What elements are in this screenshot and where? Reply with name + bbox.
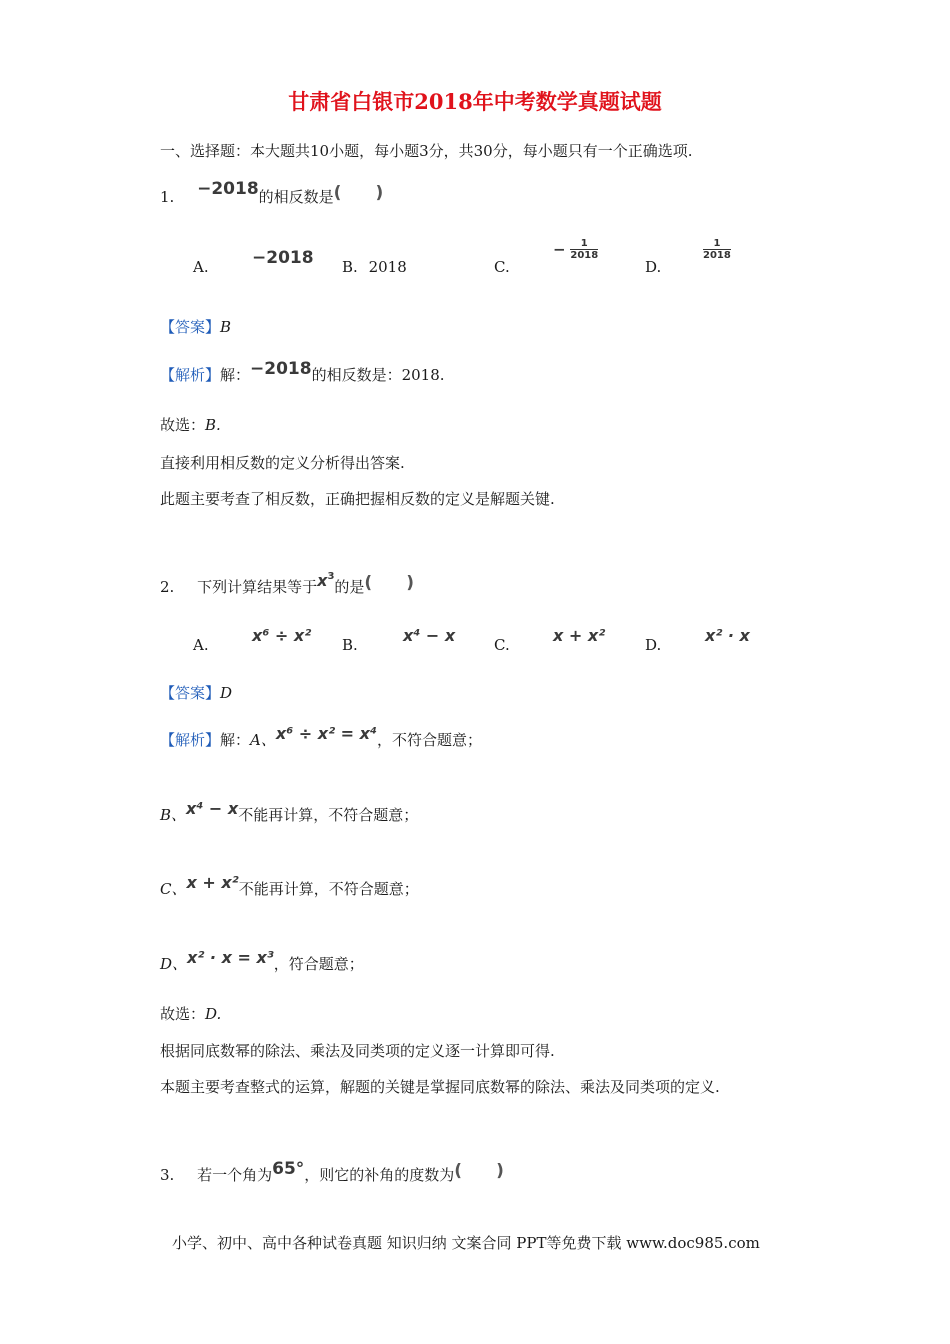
analysis-prefix: 解： xyxy=(220,366,251,384)
option-b-value: 2018 xyxy=(368,258,407,276)
analysis-line-d xyxy=(160,948,364,974)
question-number: 1. xyxy=(160,188,175,206)
math-expression: x⁶ ÷ x² = x⁴ xyxy=(275,724,377,743)
note-line: 根据同底数幂的除法、乘法及同类项的定义逐一计算即可得. xyxy=(160,1042,555,1060)
analysis-text: ，不符合题意； xyxy=(376,731,482,749)
fraction xyxy=(570,238,598,261)
question-1 xyxy=(160,179,384,207)
denominator: 2018 xyxy=(703,250,731,261)
answer-tag: 【答案】 xyxy=(160,684,221,702)
numerator: 1 xyxy=(703,238,731,250)
math-exponent: 3 xyxy=(327,571,335,582)
option-c xyxy=(494,258,510,276)
option-d-value: x² · x xyxy=(705,626,750,645)
question-number: 2. xyxy=(160,578,175,596)
analysis-tag: 【解析】 xyxy=(160,366,221,384)
answer-line xyxy=(160,682,232,703)
minus-sign: − xyxy=(553,240,566,259)
option-d-value xyxy=(703,238,731,261)
math-expression: −2018 xyxy=(197,179,259,199)
option-d: D. xyxy=(645,636,662,654)
analysis-text: 不能再计算，不符合题意； xyxy=(238,806,419,824)
line-label: D、 xyxy=(160,955,188,973)
choose-value: B. xyxy=(205,416,221,434)
answer-line xyxy=(160,316,231,337)
analysis-line-b xyxy=(160,799,419,825)
analysis-prefix: 解： xyxy=(220,731,251,749)
option-label: B. xyxy=(342,258,358,276)
question-number: 3. xyxy=(160,1166,175,1184)
option-label: D. xyxy=(645,258,662,276)
analysis-text: 的相反数是：2018. xyxy=(311,366,445,384)
choose-label: 故选： xyxy=(160,1005,206,1023)
answer-value: D xyxy=(220,684,233,702)
option-b xyxy=(342,258,407,276)
math-base: x xyxy=(317,571,328,590)
note-line: 此题主要考查了相反数，正确把握相反数的定义是解题关键. xyxy=(160,490,555,508)
analysis-text: ，符合题意； xyxy=(273,955,364,973)
question-text: 若一个角为 xyxy=(197,1166,273,1184)
answer-parentheses: ( ) xyxy=(364,573,414,593)
math-expression: x² · x = x³ xyxy=(187,948,274,967)
analysis-line-c xyxy=(160,873,419,899)
option-c-value: x + x² xyxy=(553,626,606,645)
question-text: 的相反数是 xyxy=(258,188,334,206)
numerator: 1 xyxy=(570,238,598,250)
note-line: 直接利用相反数的定义分析得出答案. xyxy=(160,454,405,472)
option-label: C. xyxy=(494,258,510,276)
option-c-value xyxy=(553,238,598,261)
analysis-text: 不能再计算，不符合题意； xyxy=(238,880,419,898)
fraction xyxy=(703,238,731,261)
denominator: 2018 xyxy=(570,250,599,261)
answer-tag: 【答案】 xyxy=(160,318,221,336)
math-expression: −2018 xyxy=(250,359,312,379)
choose-value: D. xyxy=(205,1005,222,1023)
note-line: 本题主要考查整式的运算，解题的关键是掌握同底数幂的除法、乘法及同类项的定义. xyxy=(160,1078,720,1096)
option-b-value: x⁴ − x xyxy=(403,626,456,645)
analysis-line xyxy=(160,359,445,385)
option-b: B. xyxy=(342,636,358,654)
answer-value: B xyxy=(220,318,232,336)
line-label: B、 xyxy=(160,806,187,824)
choose-line xyxy=(160,414,221,435)
question-text: 的是 xyxy=(334,578,365,596)
option-a-value: x⁶ ÷ x² xyxy=(252,626,312,645)
footer-text: 小学、初中、高中各种试卷真题 知识归纳 文案合同 PPT等免费下载 www.doc985.com xyxy=(172,1234,760,1252)
option-a xyxy=(193,258,209,276)
option-a: A. xyxy=(193,636,209,654)
answer-parentheses: ( ) xyxy=(333,183,384,203)
option-a-value: −2018 xyxy=(252,248,314,268)
option-c: C. xyxy=(494,636,510,654)
math-expression: x + x² xyxy=(186,873,239,892)
line-label: A、 xyxy=(250,731,276,749)
question-2 xyxy=(160,571,414,597)
option-label: A. xyxy=(193,258,209,276)
question-text: 下列计算结果等于 xyxy=(197,578,318,596)
analysis-tag: 【解析】 xyxy=(160,731,221,749)
math-expression: 65° xyxy=(272,1159,305,1179)
choose-label: 故选： xyxy=(160,416,206,434)
section-heading: 一、选择题：本大题共10小题，每小题3分，共30分，每小题只有一个正确选项. xyxy=(160,142,693,160)
question-text: ，则它的补角的度数为 xyxy=(304,1166,455,1184)
answer-parentheses: ( ) xyxy=(454,1161,504,1181)
analysis-line xyxy=(160,724,482,750)
math-expression: x⁴ − x xyxy=(186,799,239,818)
page-title: 甘肃省白银市2018年中考数学真题试题 xyxy=(288,89,662,114)
option-d xyxy=(645,258,661,276)
line-label: C、 xyxy=(160,880,187,898)
choose-line xyxy=(160,1003,221,1024)
question-3 xyxy=(160,1159,504,1185)
